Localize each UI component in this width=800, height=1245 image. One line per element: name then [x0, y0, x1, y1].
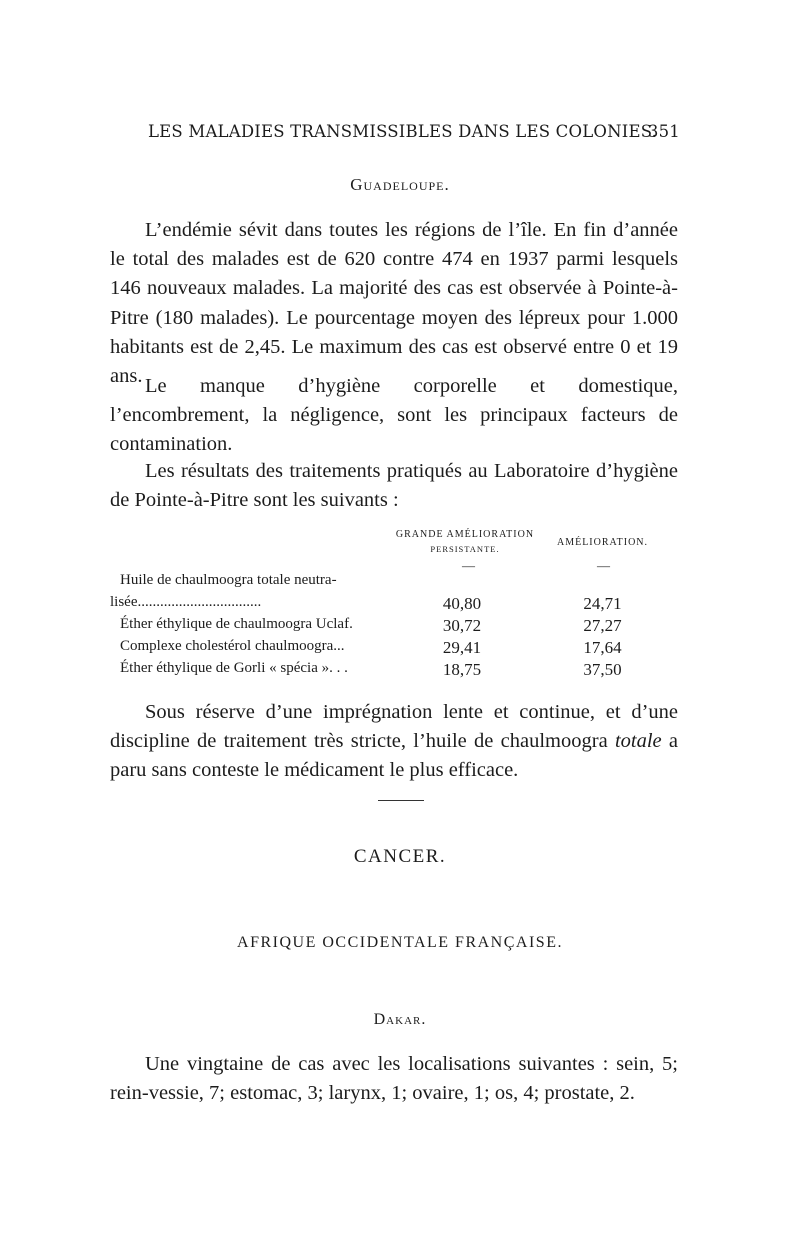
table-row [110, 660, 680, 682]
column-header-line1: GRANDE AMÉLIORATION [395, 529, 535, 540]
city-heading: Dakar. [373, 1011, 427, 1028]
row-value-amelioration: 37,50 [583, 660, 622, 679]
row-value-grande-amelioration: 40,80 [442, 594, 482, 613]
paragraph-resultats: Les résultats des traitements pratiqués au Laboratoire d’hygiène de Pointe-à-Pitre sont les suivants : [110, 460, 678, 512]
row-value-grande-amelioration: 30,72 [442, 616, 482, 635]
table-row [110, 594, 680, 616]
section-divider [378, 800, 424, 801]
row-value-grande-amelioration: 29,41 [442, 638, 482, 657]
column-dash: — [462, 558, 475, 573]
conclusion-text: Sous réserve d’une imprégnation lente et continue, et d’une discipline de traitement très stricte, l’huile de chaulmoogra [110, 701, 678, 753]
column-header-line2: PERSISTANTE. [430, 544, 500, 554]
table-row-label-continuation [110, 572, 680, 594]
paragraph-conclusion [110, 698, 678, 786]
conclusion-emphasis: totale [614, 730, 662, 753]
paragraph-hygiene: Le manque d’hygiène corporelle et domestique, l’encombrement, la négligence, sont les principaux facteurs de contamination. [110, 375, 678, 456]
row-value-amelioration: 24,71 [583, 594, 622, 613]
column-header-grande-amelioration [380, 528, 550, 556]
row-label: Éther éthylique de Gorli « spécia ». . . [120, 660, 348, 676]
table-row [110, 616, 680, 638]
column-dash: — [597, 558, 610, 573]
table-row [110, 638, 680, 660]
row-label: Éther éthylique de chaulmoogra Uclaf. [120, 616, 353, 632]
row-label: Huile de chaulmoogra totale neutra- [120, 572, 337, 588]
section-heading-cancer: CANCER. [353, 846, 447, 867]
running-head-title: LES MALADIES TRANSMISSIBLES DANS LES COLONIES. [148, 122, 658, 141]
paragraph-cancer: Une vingtaine de cas avec les localisations suivantes : sein, 5; rein-vessie, 7; estomac, 3; larynx, 1; ovaire, 1; os, 4; prostate, 2. [110, 1053, 678, 1105]
column-header-amelioration: AMÉLIORATION. [556, 537, 649, 548]
row-label: Complexe cholestérol chaulmoogra... [120, 638, 345, 654]
results-table [110, 528, 680, 693]
row-value-grande-amelioration: 18,75 [442, 660, 482, 679]
row-label: lisée................................. [110, 594, 262, 610]
conclusion-text-end: a paru sans conteste le médicament le plus efficace. [110, 730, 678, 782]
paragraph-endemie: L’endémie sévit dans toutes les régions de l’île. En fin d’année le total des malades est de 620 contre 474 en 1937 parmi lesquels 146 nouveaux malades. La majorité des cas est observée à Pointe-à-Pitre (180 malades). Le pourcentage moyen des lépreux pour 1.000 habitants est de 2,45. Le maximum des cas est observé entre 0 et 19 ans. [110, 219, 678, 388]
section-heading-guadeloupe: Guadeloupe. [350, 175, 450, 194]
row-value-amelioration: 27,27 [583, 616, 622, 635]
row-value-amelioration: 17,64 [583, 638, 622, 657]
region-heading: AFRIQUE OCCIDENTALE FRANÇAISE. [237, 934, 563, 951]
page-number: 351 [647, 122, 680, 141]
